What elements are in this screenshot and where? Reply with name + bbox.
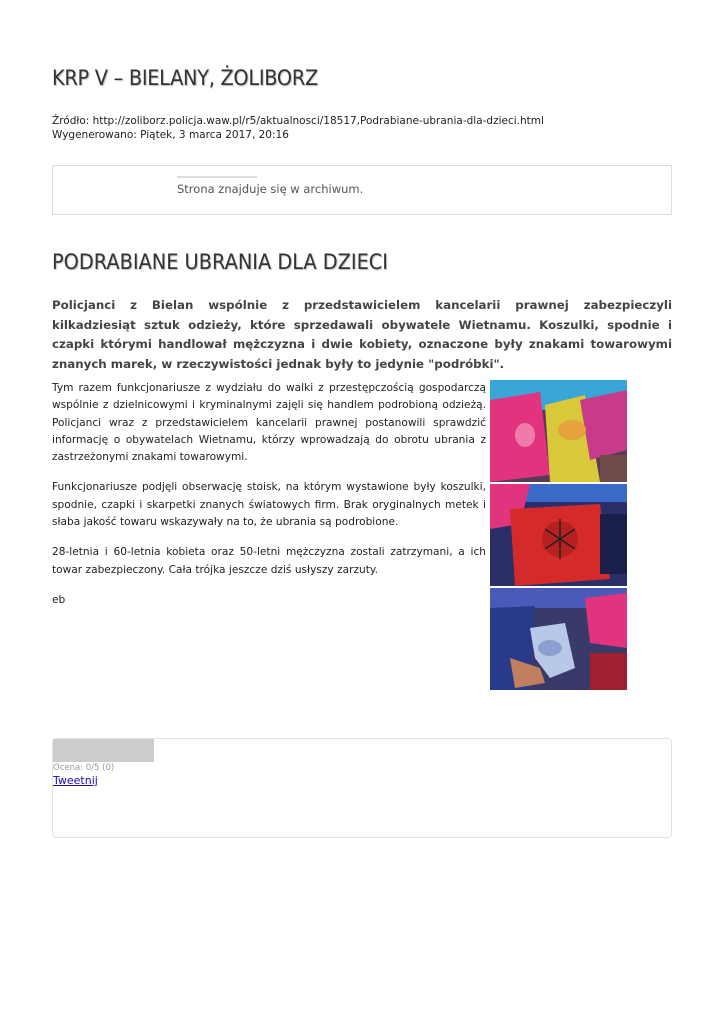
article-lead: Policjanci z Bielan wspólnie z przedstawicielem kancelarii prawnej zabezpieczyli kilkadziesiąt sztuk odzieży, które sprzedawali obywatele Wietnamu. Koszulki, spodnie i czapki którymi handlował mężczyzna i dwie kobiety, oznaczone były znakami towarowymi znanych marek, w rzeczywistości jednak były to jedynie "podróbki". (52, 298, 672, 371)
photo-clothes-spiderman[interactable] (490, 484, 627, 586)
rating-box (52, 738, 672, 838)
archive-notice: Strona znajduje się w archiwum. (177, 182, 364, 196)
archive-divider (177, 176, 257, 178)
site-title: KRP V – BIELANY, ŻOLIBORZ (52, 66, 318, 90)
rating-score: Ocena: 0/5 (0) (53, 763, 115, 773)
article-body (52, 380, 486, 622)
source-url: Źródło: http://zoliborz.policja.waw.pl/r5/aktualnosci/18517,Podrabiane-ubrania-dla-dzieci.html (52, 115, 544, 127)
photo-gallery (490, 380, 627, 692)
article-paragraph: Funkcjonariusze podjęli obserwację stoisk, na którym wystawione były koszulki, spodnie, czapki i skarpetki znanych światowych firm. Brak oryginalnych metek i słaba jakość towaru wskazywały na to, że ubrania są podrobione. (52, 481, 486, 529)
article-paragraph: 28-letnia i 60-letnia kobieta oraz 50-letni mężczyzna zostali zatrzymani, a ich towar zabezpieczony. Cała trójka jeszcze dziś usłyszy zarzuty. (52, 546, 486, 576)
article-title: PODRABIANE UBRANIA DLA DZIECI (52, 250, 388, 274)
rating-stars-bar[interactable] (53, 739, 154, 762)
tweet-link[interactable]: Tweetnij (53, 774, 98, 787)
article-paragraph: Tym razem funkcjonariusze z wydziału do walki z przestępczością gospodarczą wspólnie z dzielnicowymi i kryminalnymi zajęli się handlem podrobioną odzieżą. Policjanci wraz z przedstawicielem kancelarii prawnej postanowili sprawdzić informację o obywatelach Wietnamu, którzy wprowadzają do obrotu ubrania z zastrzeżonymi znakami towarowymi. (52, 382, 486, 464)
photo-clothes-socks[interactable] (490, 588, 627, 690)
article-author: eb (52, 593, 66, 606)
document-meta (52, 114, 544, 142)
archive-notice-box (52, 165, 672, 215)
generated-date: Wygenerowano: Piątek, 3 marca 2017, 20:16 (52, 129, 289, 141)
photo-clothes-pink[interactable] (490, 380, 627, 482)
